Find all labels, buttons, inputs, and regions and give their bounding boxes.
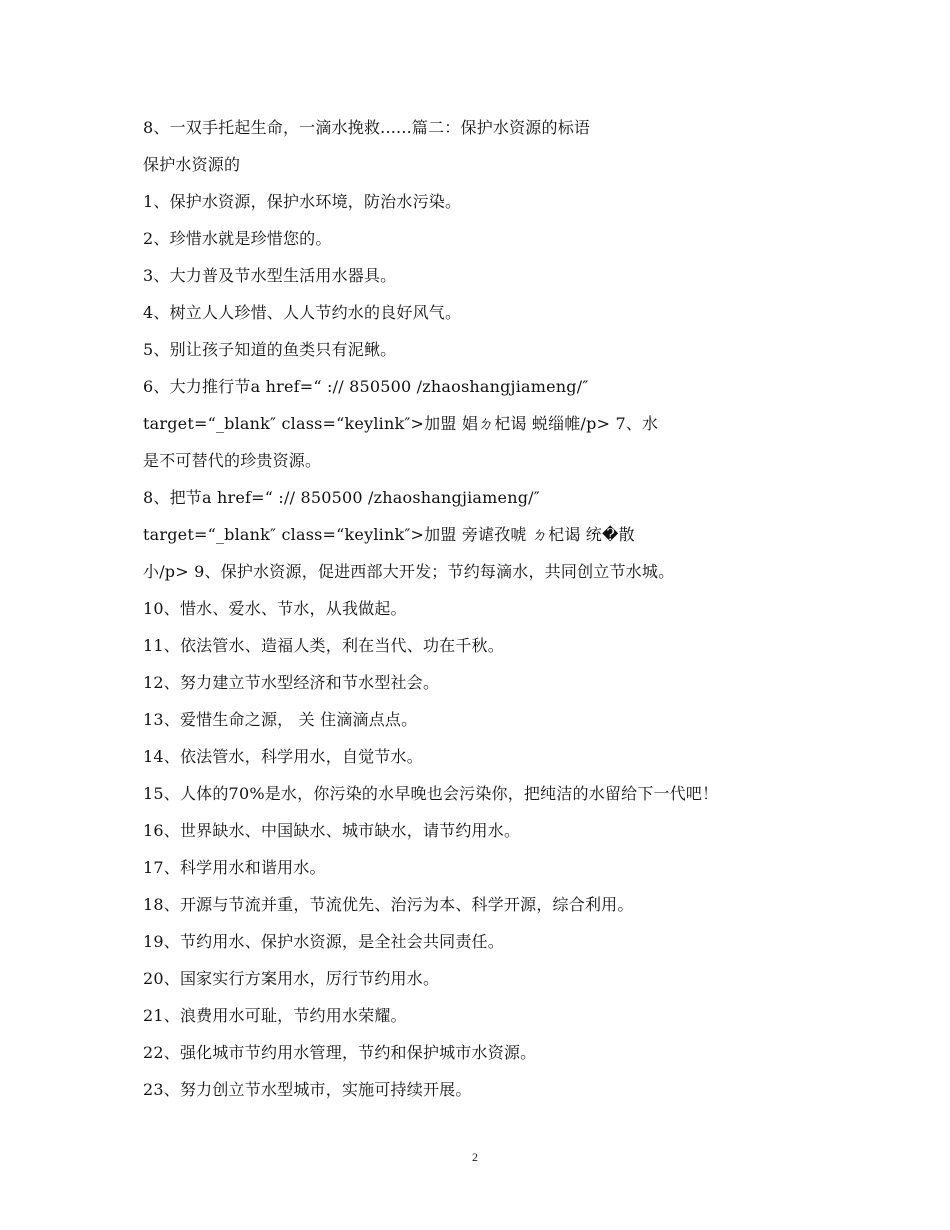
text-line: 13、爱惜生命之源， 关 住滴滴点点。 xyxy=(143,710,418,729)
text-line: 是不可替代的珍贵资源。 xyxy=(143,451,322,470)
text-line: 17、科学用水和谐用水。 xyxy=(143,858,326,877)
text-line: target=“_blank″ class=“keylink″>加盟 娼ㄉ杞谒 蜕缁帷/p> 7、水 xyxy=(143,414,659,433)
text-line: 8、把节a href=“ :// 850500 /zhaoshangjiameng/″ xyxy=(143,488,540,507)
text-line: 21、浪费用水可耻，节约用水荣耀。 xyxy=(143,1006,407,1025)
page-number: 2 xyxy=(472,1150,478,1164)
text-line: 1、保护水资源，保护水环境，防治水污染。 xyxy=(143,192,462,211)
text-line: 3、大力普及节水型生活用水器具。 xyxy=(143,266,397,285)
text-line: 2、珍惜水就是珍惜您的。 xyxy=(143,229,332,248)
text-line: 6、大力推行节a href=“ :// 850500 /zhaoshangjiameng/″ xyxy=(143,377,589,396)
text-line: 5、别让孩子知道的鱼类只有泥鳅。 xyxy=(143,340,397,359)
text-line: 20、国家实行方案用水，厉行节约用水。 xyxy=(143,969,440,988)
text-line: 18、开源与节流并重，节流优先、治污为本、科学开源，综合利用。 xyxy=(143,895,634,914)
text-line: 4、树立人人珍惜、人人节约水的良好风气。 xyxy=(143,303,462,322)
text-line: 23、努力创立节水型城市，实施可持续开展。 xyxy=(143,1080,472,1099)
text-line: 10、惜水、爱水、节水，从我做起。 xyxy=(143,599,407,618)
text-line: 8、一双手托起生命，一滴水挽救......篇二：保护水资源的标语 xyxy=(143,118,591,137)
text-line: 小/p> 9、保护水资源，促进西部大开发；节约每滴水，共同创立节水城。 xyxy=(143,562,675,581)
text-line: 12、努力建立节水型经济和节水型社会。 xyxy=(143,673,440,692)
document-body xyxy=(143,118,808,1117)
text-line: 14、依法管水，科学用水，自觉节水。 xyxy=(143,747,423,766)
text-line: 15、人体的70%是水，你污染的水早晚也会污染你，把纯洁的水留给下一代吧！ xyxy=(143,784,719,803)
text-line: 保护水资源的 xyxy=(143,155,241,174)
text-line: 16、世界缺水、中国缺水、城市缺水，请节约用水。 xyxy=(143,821,521,840)
text-line: 22、强化城市节约用水管理，节约和保护城市水资源。 xyxy=(143,1043,537,1062)
text-line: 11、依法管水、造福人类，利在当代、功在千秋。 xyxy=(143,636,504,655)
text-line: 19、节约用水、保护水资源，是全社会共同责任。 xyxy=(143,932,504,951)
text-line: target=“_blank″ class=“keylink″>加盟 旁谑孜唬 ㄉ杞谒 统�散 xyxy=(143,525,635,544)
